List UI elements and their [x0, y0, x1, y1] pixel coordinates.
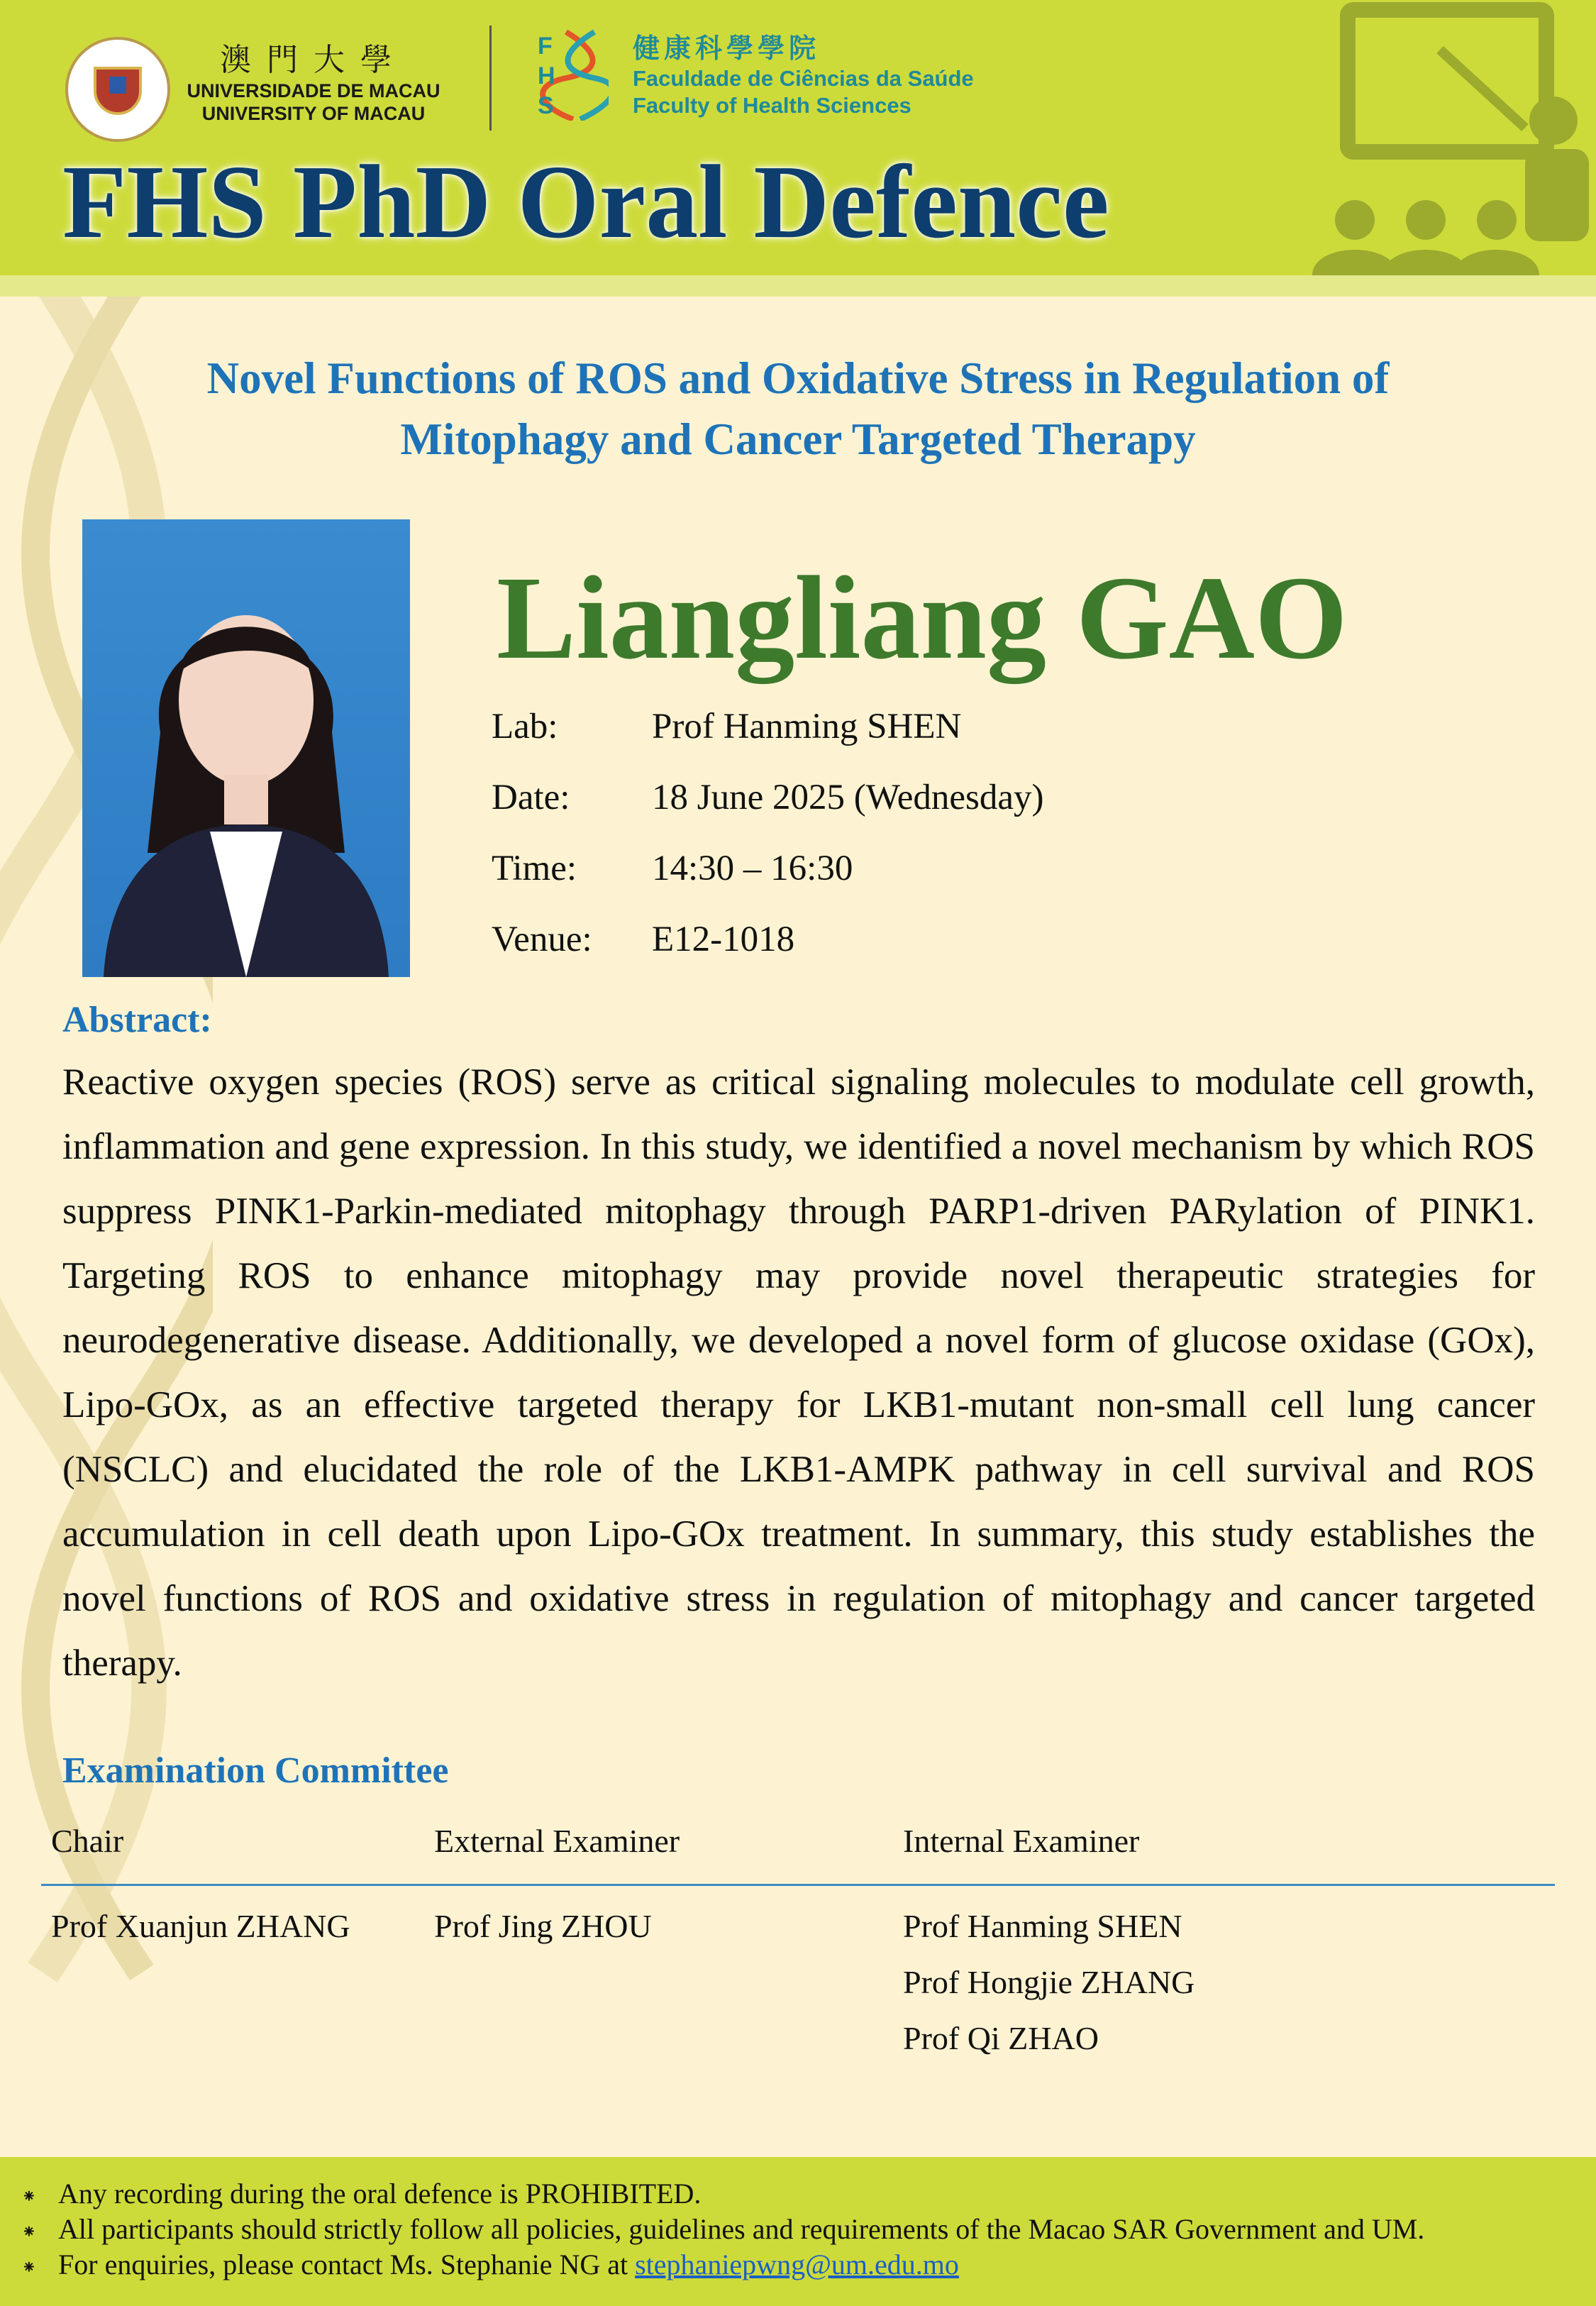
- thesis-title-line: Mitophagy and Cancer Targeted Therapy: [400, 414, 1196, 464]
- detail-value: 18 June 2025 (Wednesday): [652, 778, 1044, 817]
- fhs-letter: S: [538, 92, 554, 119]
- header-banner: [0, 0, 1596, 275]
- asterisk-bullet-icon: ⁕: [21, 2185, 37, 2207]
- candidate-name: Liangliang GAO: [497, 552, 1348, 684]
- university-name-chinese: 澳門大學: [220, 42, 407, 78]
- candidate-photo: [82, 519, 410, 977]
- committee-external-name: Prof Jing ZHOU: [434, 1908, 652, 1944]
- committee-chair-name: Prof Xuanjun ZHANG: [51, 1908, 350, 1944]
- detail-value: Prof Hanming SHEN: [652, 707, 962, 746]
- committee-heading: Examination Committee: [62, 1750, 449, 1791]
- thesis-title: [57, 348, 1539, 470]
- committee-column-external: External Examiner: [434, 1823, 680, 1859]
- faculty-name-english: Faculty of Health Sciences: [633, 93, 911, 118]
- footer-notes: [0, 2157, 1596, 2306]
- detail-label: Time:: [492, 849, 577, 888]
- detail-label: Lab:: [492, 707, 558, 746]
- detail-value: E12-1018: [652, 920, 795, 959]
- detail-label: Date:: [492, 778, 570, 817]
- university-name: [186, 34, 441, 125]
- committee-internal-name: Prof Hongjie ZHANG: [903, 1964, 1195, 2000]
- committee-column-chair: Chair: [51, 1823, 124, 1859]
- committee-internal-name: Prof Hanming SHEN: [903, 1908, 1182, 1944]
- footer-note-enquiries: [21, 2248, 959, 2281]
- footer-note-recording: [21, 2177, 701, 2210]
- university-name-english: UNIVERSITY OF MACAU: [201, 103, 426, 124]
- fhs-letter: H: [538, 62, 555, 89]
- footer-note-text: For enquiries, please contact Ms. Stephanie NG at: [58, 2249, 636, 2280]
- detail-label: Venue:: [492, 920, 592, 959]
- presenter-classroom-icon: [1298, 0, 1596, 275]
- footer-note-policies: [21, 2212, 1424, 2246]
- committee-column-internal: Internal Examiner: [903, 1823, 1140, 1859]
- footer-note-text: All participants should strictly follow all policies, guidelines and requirements of the Macao SAR Government and UM.: [58, 2213, 1425, 2245]
- fhs-letters: [538, 31, 555, 121]
- abstract-text: Reactive oxygen species (ROS) serve as critical signaling molecules to modulate cell growth, inflammation and gene expression. In this study, we identified a novel mechanism by which ROS suppress PINK1-Parkin-mediated mitophagy through PARP1-driven PARylation of PINK1. Targeting ROS to enhance mitophagy may provide novel therapeutic strategies for neurodegenerative disease. Additionally, we developed a novel form of glucose oxidase (GOx), Lipo-GOx, as an effective targeted therapy for LKB1-mutant non-small cell lung cancer (NSCLC) and elucidated the role of the LKB1-AMPK pathway in cell survival and ROS accumulation in cell death upon Lipo-GOx treatment. In summary, this study establishes the novel functions of ROS and oxidative stress in regulation of mitophagy and cancer targeted therapy.: [62, 1061, 1535, 1684]
- detail-value: 14:30 – 16:30: [652, 849, 853, 888]
- faculty-name-portuguese: Faculdade de Ciências da Saúde: [633, 66, 974, 91]
- asterisk-bullet-icon: ⁕: [21, 2221, 37, 2243]
- fhs-letter: F: [538, 33, 553, 60]
- faculty-name-chinese: 健康科學學院: [633, 33, 821, 64]
- faculty-name: [633, 31, 974, 119]
- university-of-macau-logo: [65, 37, 170, 142]
- footer-note-text: Any recording during the oral defence is PROHIBITED.: [58, 2178, 702, 2210]
- abstract-heading: Abstract:: [62, 1000, 212, 1040]
- contact-email-link[interactable]: stephaniepwng@um.edu.mo: [635, 2249, 959, 2280]
- logo-divider: [489, 26, 492, 131]
- university-name-portuguese: UNIVERSIDADE DE MACAU: [187, 80, 440, 101]
- page-title: FHS PhD Oral Defence: [62, 144, 1109, 260]
- asterisk-bullet-icon: ⁕: [21, 2256, 37, 2278]
- committee-internal-name: Prof Qi ZHAO: [903, 2020, 1099, 2056]
- header-divider-band: [0, 275, 1596, 297]
- committee-divider: [41, 1884, 1555, 1886]
- thesis-title-line: Novel Functions of ROS and Oxidative Stress in Regulation of: [206, 353, 1390, 403]
